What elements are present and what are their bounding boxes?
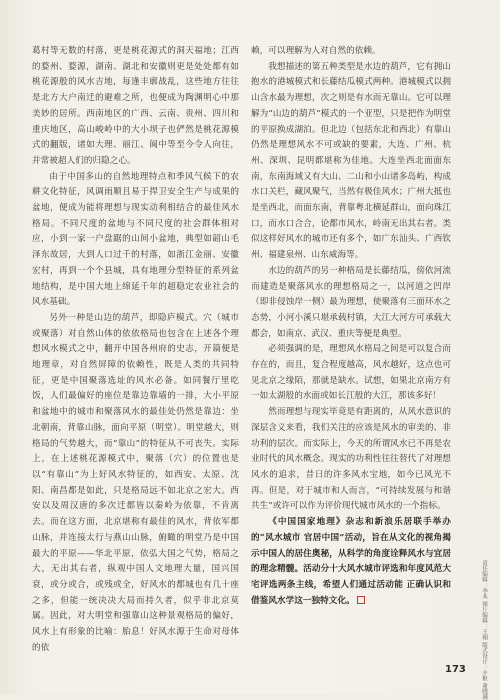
left-paragraph: 由于中国多山的自然地理特点和季风气候下的农耕文化特征，风调雨顺且易于捍卫安全生产与成果的盆地，便成为能将理想与现实动利相结合的最佳风水格局。不同尺度的盆地与不同尺度的社会群体相对应，小到一家一户盘踞的山间小盆地，典型如韶山毛泽东故居，大到人口过千的村落，如浙江金丽、安徽宏村，再到一个个县城，具有地理分型特征的系列盆地结构，是中国大地上绵延千年的超稳定农业社会的风水基础。 — [32, 171, 239, 308]
campaign-intro-text: 《中国国家地理》杂志和新浪乐居联手举办的“风水城市 官居中国”活动，旨在从文化的视角揭示中国人的居住奥秘，从科学的角度诠释风水与宜居的理念精髓。活动分十大风水城市评选和年度风范大宅评选两条主线，希望人们通过活动能 正确认识和借鉴风水学这一独特文化。 — [251, 517, 451, 606]
page-number: 173 — [445, 664, 466, 675]
right-paragraph: 赖，可以理解为人对自然的依赖。 — [251, 46, 381, 56]
right-paragraph: 我想描述的第五种类型是水边的葫芦，它有拥山抱水的港城模式和长藤结瓜模式两种。港城模式以拥山含水最为理想，次之则是有水而无靠山。它可以理解为“山边的葫芦”模式的一个亚型，只是把作为明堂的平原换成湖泊。但北边（包括东北和西北）有靠山仍然是理想风水不可或缺的要素，大连、广州、杭州、深圳、昆明都堪称为佳地。大连坐西北面面东南，东南海域又有大山、二山和小山诸多岛屿，构成水口关栏，藏风聚气，当然有极佳风水；广州大抵也是坐西北，而面东南，背靠粤北横延群山，面向珠江口，而水口合合，论都市风水，岭南无出其右者。类似这样好风水的城市还有多个，如广东汕头、广西钦州、福建泉州、山东威海等。 — [251, 61, 451, 261]
end-mark-icon — [357, 596, 365, 604]
left-paragraph: 葛村等无数的村落，更是桃花源式的洞天福地；江西的婺州、婺源，湖南、湖北和安徽则更是处处都有如桃花源般的风水吉地，每逢丰廓战乱，这些地方往往是北方大户南迁的避难之所，也便成为陶渊明心中那美妙的居所。西南地区的广西、云南、贵州、四川和重庆地区，高山峻岭中的大小坝子也俨然是桃花源模式的翻版，诸如大理、丽江、阆中等至今令人向往，并常被超人们的归隐之心。 — [32, 46, 239, 166]
left-text-column — [32, 44, 239, 656]
left-paragraph: 另外一种是山边的葫芦，即隐庐模式。穴（城市或聚落）对自然山体的依依格局也包含在上述各个理想风水模式之中，翻开中国各州府的史志，开篇便是地理章，对自然屏障的依赖性，既是人类的共同特征，更是中国聚落选址的风水必备。如同餐厅里吃饭，人们最偏好的座位是靠边靠墙的一排，大小平原和盆地中的城市和聚落风水的最佳处仍然是靠边：坐北朝南，背靠山脉，面向平原（明堂）。明堂越大，则格局的气势越大，而“靠山”的特征从不可丧失。实际上，在上述桃花源模式中，聚落（穴）的位置也是以“有靠山”为上好风水特征的，如西安、太原、沈阳、南昌都是如此，只是格局远不如北京之宏大。西安以及周汉唐的多次迁都皆以秦岭为依靠，不肯离去。而在这方面，北京堪称有最佳的风水，背依军都山脉，并连接太行与燕山山脉，俯瞰的明堂乃是中国最大的平原——华北平原，依弘大国之气势，格局之大，无出其右者，纵观中国人文地理大量，国兴国衰，或分或合，或残或全，好风水的都城也有几十座之多，但能一统决决大局而持久者，似乎非北京莫属。因此，对大明堂和强靠山这种景观格局的偏好，风水上有形象的比喻：胎息！好风水源于生命对母体的依 — [32, 312, 239, 653]
right-paragraph: 必须强调的是，理想风水格局之间是可以复合而存在的，而且，复合程度越高，风水越好，这点也可见北京之缘陌，那就是缺水。试想，如果北京南方有一如太湖般的水面或如长江般的大江，那该多好！ — [251, 344, 451, 402]
right-text-column — [251, 44, 451, 609]
right-paragraph: 然而理想与现实毕竟是有距离的，从风水意识的深层含义来看，我们关注的应该是风水的审美的、非功利的层次。而实际上，今天的所谓风水已不再是农业时代的风水概念。现实的功利性往往替代了对理想风水的追求，昔日的许多风水宝地，如今已风光不再。但是，对于城市和人而言，“可持续发展与和谐共生”或许可以作为评价现代城市风水的一个指标。 — [251, 407, 451, 512]
right-paragraph: 水边的葫芦的另一种格局是长藤结瓜，傍依河流而建造是聚落风水的理想格局之一，以河道之凹岸（即非侵蚀岸一侧）最为理想，使聚落有三面环水之态势，小河小溪只堪承载村镇，大江大河方可承载大都会，如南京、武汉、重庆等便是典型。 — [251, 265, 451, 339]
editor-credit: 责任编辑：李木 图片编辑：王栩 版式设计：介枢 董晓满 — [481, 560, 487, 700]
campaign-intro-paragraph — [251, 515, 451, 609]
